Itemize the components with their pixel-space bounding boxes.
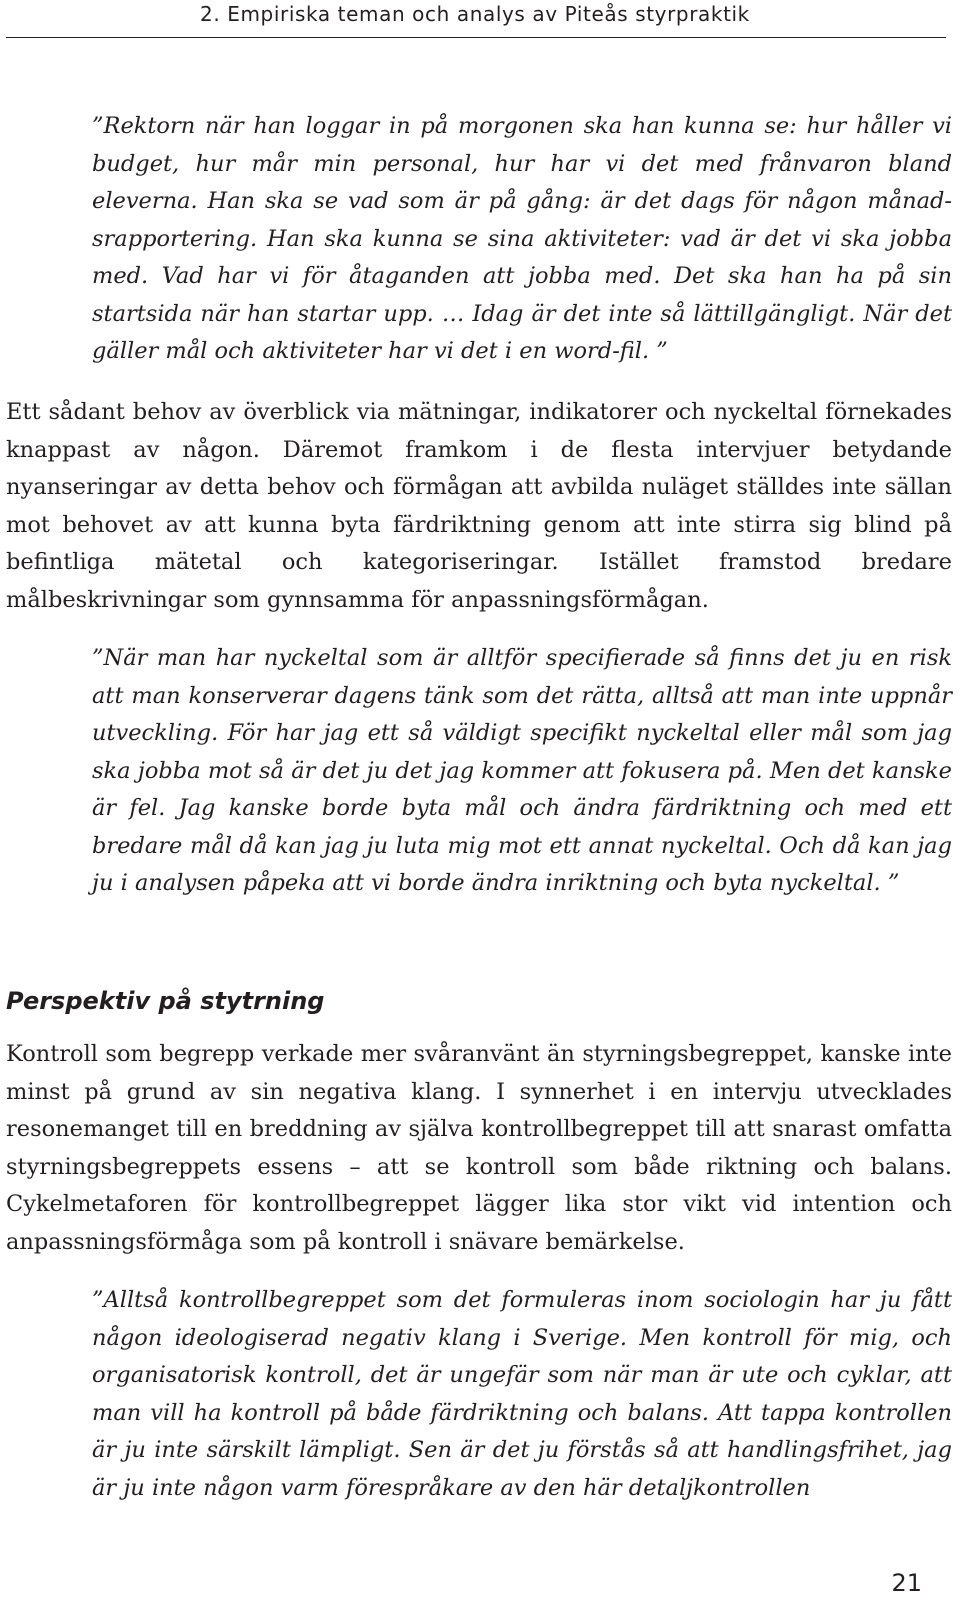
- body-paragraph-2: Kontroll som begrepp verkade mer svåranvänt än styrningsbegreppet, kanske inte minst på grund av sin negativa klang. I synnerhet i en intervju utvecklades resonemanget till en breddning av själva kontrollbegreppet till att snarast omfatta styrningsbegreppets essens – att se kontroll som både riktning och balans. Cykelmetaforen för kontrollbegreppet lägger lika stor vikt vid intention och anpassningsförmåga som på kontroll i snävare bemärkelse.: [6, 1041, 952, 1255]
- body-paragraph-1: Ett sådant behov av överblick via mätningar, indikatorer och nyckeltal förnekades knappast av någon. Däremot framkom i de flesta intervjuer betydande nyanseringar av detta behov och förmågan att avbilda nuläget ställdes inte sällan mot behovet av att kunna byta färdriktning genom att inte stirra sig blind på befintliga mätetal och kategoriseringar. Istället framstod bredare målbeskrivningar som gynnsamma för anpassningsförmågan.: [6, 399, 952, 613]
- interview-quote-3: ”Alltså kontrollbegreppet som det formuleras inom sociologin har ju fått någon ideologiserad negativ klang i Sverige. Men kontroll för mig, och organisatorisk kontroll, det är ungefär som när man är ute och cyklar, att man vill ha kontroll på både färdriktning och balans. Att tappa kontrollen är ju inte särskilt lämpligt. Sen är det ju förstås så att handlingsfrihet, jag är ju inte någon varm förespråkare av den här detaljkontrollen: [92, 1287, 952, 1501]
- section-heading: Perspektiv på stytrning: [6, 987, 325, 1015]
- interview-quote-1: ”Rektorn när han loggar in på morgonen ska han kunna se: hur håller vi budget, hur mår min personal, hur har vi det med frånvaron bland eleverna. Han ska se vad som är på gång: är det dags för någon månadsrapportering. Han ska kunna se sina aktiviteter: vad är det vi ska jobba med. Vad har vi för åtaganden att jobba med. Det ska han ha på sin startsida när han startar upp. … Idag är det inte så lättillgängligt. När det gäller mål och aktiviteter har vi det i en word-fil. ”: [92, 113, 952, 364]
- page-number: 21: [891, 1569, 922, 1597]
- running-header: 2. Empiriska teman och analys av Piteås styrpraktik: [200, 2, 750, 26]
- interview-quote-2: ”När man har nyckeltal som är alltför specifierade så finns det ju en risk att man konserverar dagens tänk som det rätta, alltså att man inte uppnår utveckling. För har jag ett så väldigt specifikt nyckeltal eller mål som jag ska jobba mot så är det ju det jag kommer att fokusera på. Men det kanske är fel. Jag kanske borde byta mål och ändra färdriktning och med ett bredare mål då kan jag ju luta mig mot ett annat nyckeltal. Och då kan jag ju i analysen påpeka att vi borde ändra inriktning och byta nyckeltal. ”: [92, 645, 952, 896]
- header-rule: [6, 37, 946, 38]
